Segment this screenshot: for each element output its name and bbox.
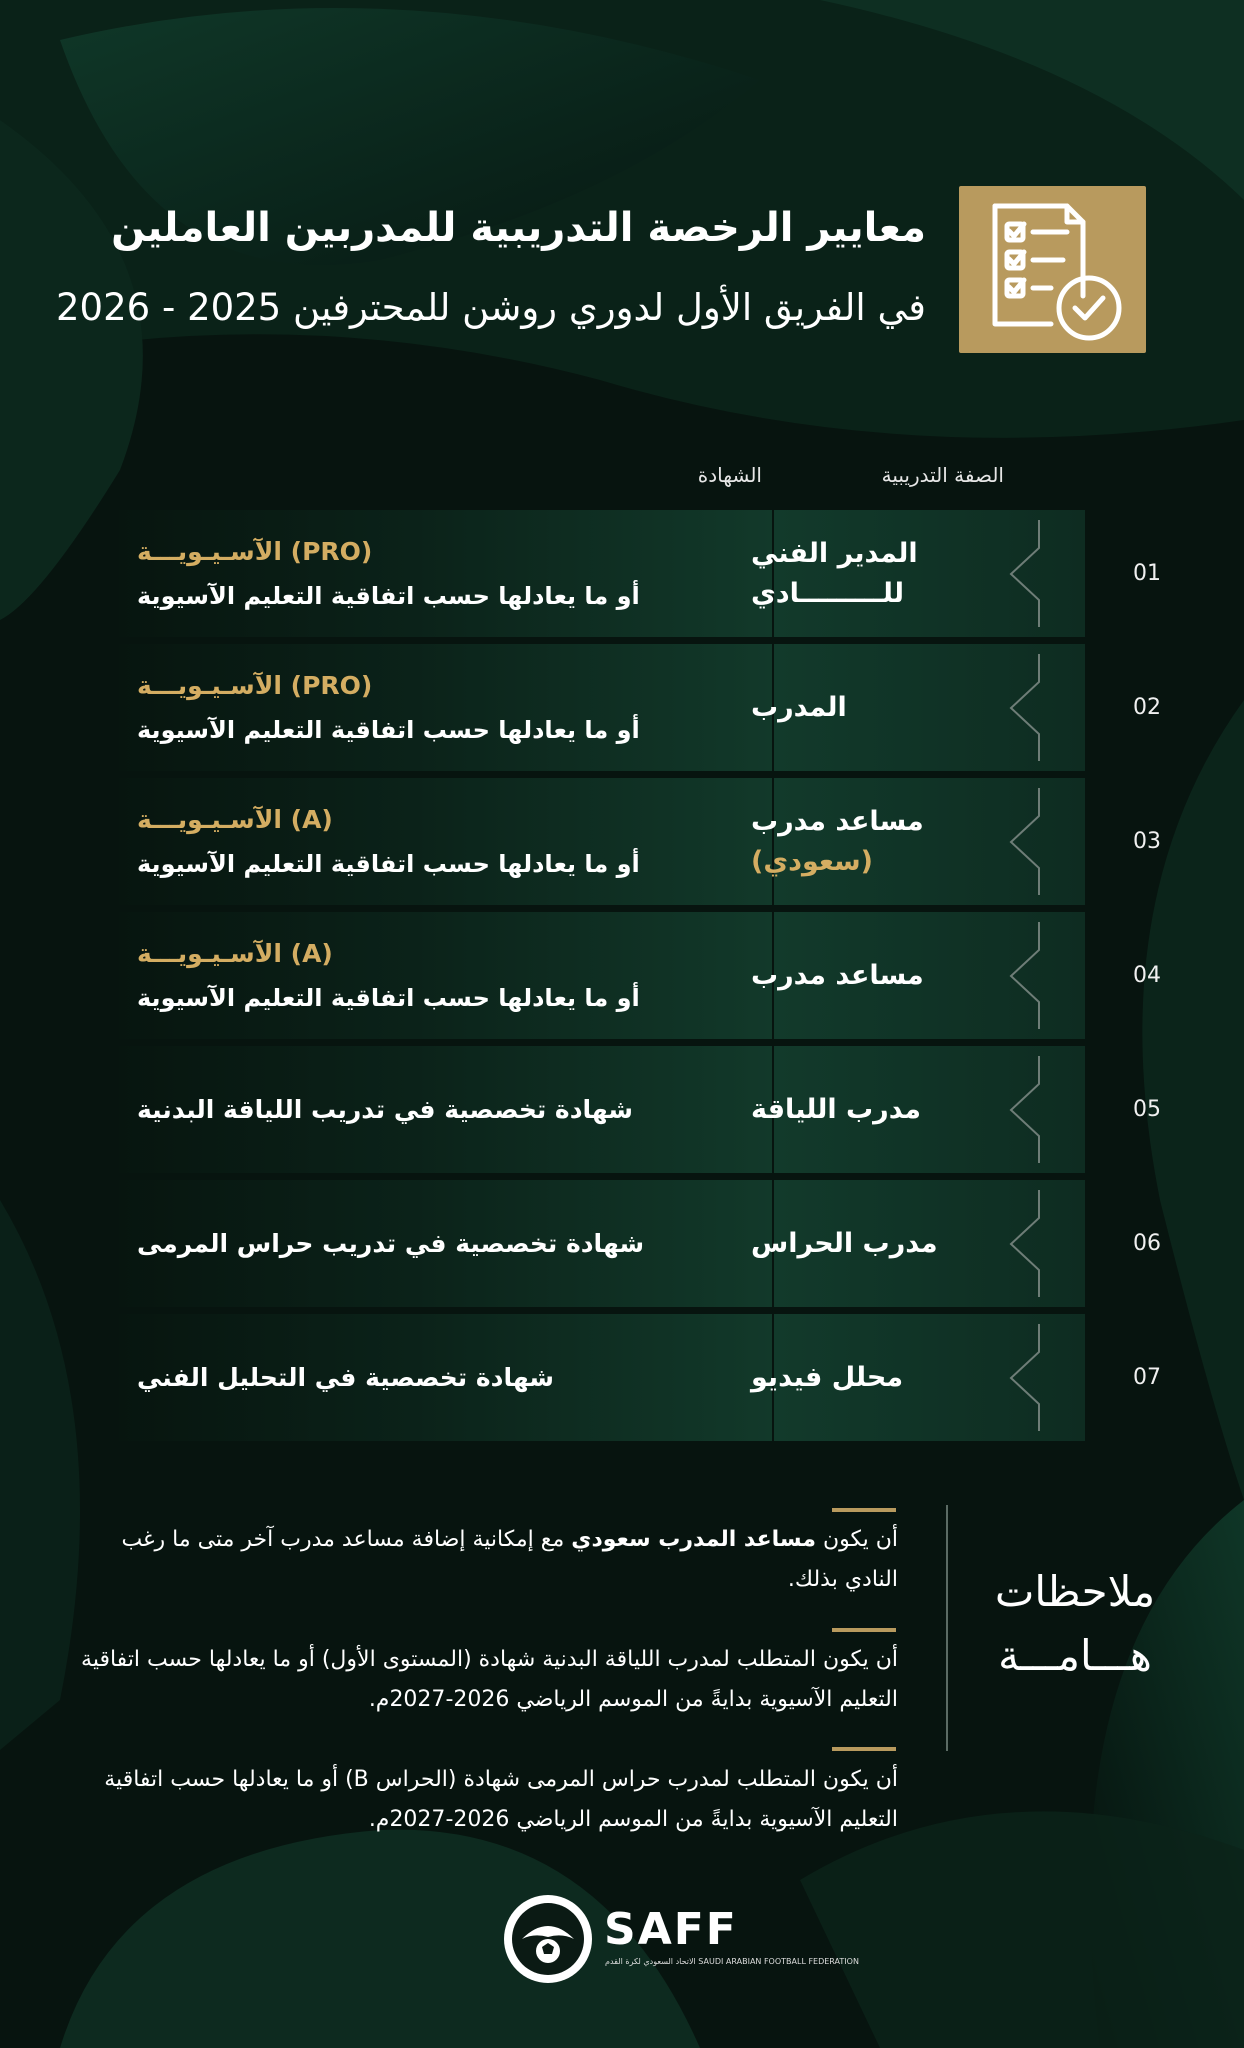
chevron-left-icon	[1009, 1324, 1069, 1431]
role-label	[751, 778, 991, 905]
row-number: 07	[1133, 1365, 1161, 1390]
notes-divider	[946, 1505, 948, 1751]
role-line1: محلل فيديو	[751, 1361, 904, 1393]
note-1-end: مع إمكانية إضافة مساعد مدرب آخر متى ما رغب النادي بذلك.	[121, 1527, 898, 1592]
note-1-highlight: مساعد المدرب سعودي	[571, 1527, 816, 1552]
page-subtitle: في الفريق الأول لدوري روشن للمحترفين 2025 - 2026	[56, 286, 926, 329]
notes-title-line2: هـــامـــة	[998, 1631, 1152, 1680]
table-row	[119, 644, 1161, 771]
certificate-title: شهادة تخصصية في تدريب حراس المرمى	[137, 1229, 645, 1258]
role-line1: مدرب اللياقة	[751, 1093, 922, 1125]
certificate-title: (A) الآسـيـويـــة	[137, 804, 333, 834]
table-row	[119, 1180, 1161, 1307]
certificate-label	[137, 1046, 757, 1173]
column-header-certificate: الشهادة	[697, 463, 762, 487]
note-3: أن يكون المتطلب لمدرب حراس المرمى شهادة (الحراس B) أو ما يعادلها حسب اتفاقية التعليم الآسيوية بدايةً من الموسم الرياضي 2026-2027م.	[104, 1767, 898, 1832]
note-marker	[832, 1628, 896, 1632]
notes-title	[975, 1560, 1175, 1688]
role-line2: (سعودي)	[751, 845, 874, 877]
note-marker	[832, 1508, 896, 1512]
role-line1: مساعد مدرب	[751, 959, 924, 991]
certificate-equivalent: أو ما يعادلها حسب اتفاقية التعليم الآسيوية	[137, 849, 640, 878]
role-line1: المدير الفني	[751, 537, 918, 569]
page-title: معايير الرخصة التدريبية للمدربين العاملين	[111, 205, 926, 251]
row-number: 04	[1133, 963, 1161, 988]
note-2: أن يكون المتطلب لمدرب اللياقة البدنية شهادة (المستوى الأول) أو ما يعادلها حسب اتفاقية التعليم الآسيوية بدايةً من الموسم الرياضي 2026-2027م.	[81, 1647, 898, 1712]
chevron-left-icon	[1009, 520, 1069, 627]
table-row	[119, 912, 1161, 1039]
saff-logo-subtitle: الاتحاد السعودي لكرة القدم SAUDI ARABIAN FOOTBALL FEDERATION	[605, 1957, 859, 1966]
role-label	[751, 1314, 991, 1441]
row-number: 05	[1133, 1097, 1161, 1122]
checklist-icon	[959, 186, 1146, 353]
table-row	[119, 778, 1161, 905]
saff-logo-text: SAFF	[604, 1904, 738, 1955]
certificate-equivalent: أو ما يعادلها حسب اتفاقية التعليم الآسيوية	[137, 581, 640, 610]
note-1-start: أن يكون	[822, 1527, 898, 1552]
chevron-left-icon	[1009, 654, 1069, 761]
table-row	[119, 510, 1161, 637]
role-line1: مساعد مدرب	[751, 805, 924, 837]
certificate-title: (PRO) الآسـيـويـــة	[137, 670, 373, 700]
note-marker	[832, 1747, 896, 1751]
certificate-label	[137, 778, 757, 905]
certificate-equivalent: أو ما يعادلها حسب اتفاقية التعليم الآسيوية	[137, 715, 640, 744]
row-number: 03	[1133, 829, 1161, 854]
certificate-label	[137, 510, 757, 637]
role-label	[751, 1046, 991, 1173]
role-label	[751, 510, 991, 637]
role-line2: للـــــــــادي	[751, 577, 904, 609]
certificate-title: (PRO) الآسـيـويـــة	[137, 536, 373, 566]
certificate-equivalent: أو ما يعادلها حسب اتفاقية التعليم الآسيوية	[137, 983, 640, 1012]
table-row	[119, 1314, 1161, 1441]
row-number: 02	[1133, 695, 1161, 720]
certificate-label	[137, 644, 757, 771]
chevron-left-icon	[1009, 1190, 1069, 1297]
certificate-label	[137, 912, 757, 1039]
certificate-label	[137, 1314, 757, 1441]
role-label	[751, 912, 991, 1039]
column-header-role: الصفة التدريبية	[881, 463, 1004, 487]
chevron-left-icon	[1009, 1056, 1069, 1163]
role-line1: المدرب	[751, 691, 847, 723]
note-1	[68, 1520, 898, 1600]
saff-logo-icon	[502, 1893, 594, 1985]
role-label	[751, 1180, 991, 1307]
table-row	[119, 1046, 1161, 1173]
chevron-left-icon	[1009, 788, 1069, 895]
certificate-title: شهادة تخصصية في تدريب اللياقة البدنية	[137, 1095, 633, 1124]
role-label	[751, 644, 991, 771]
row-number: 06	[1133, 1231, 1161, 1256]
certificate-label	[137, 1180, 757, 1307]
notes-title-line1: ملاحظات	[994, 1567, 1156, 1616]
row-number: 01	[1133, 561, 1161, 586]
certificate-title: شهادة تخصصية في التحليل الفني	[137, 1363, 554, 1392]
role-line1: مدرب الحراس	[751, 1227, 938, 1259]
certificate-title: (A) الآسـيـويـــة	[137, 938, 333, 968]
chevron-left-icon	[1009, 922, 1069, 1029]
